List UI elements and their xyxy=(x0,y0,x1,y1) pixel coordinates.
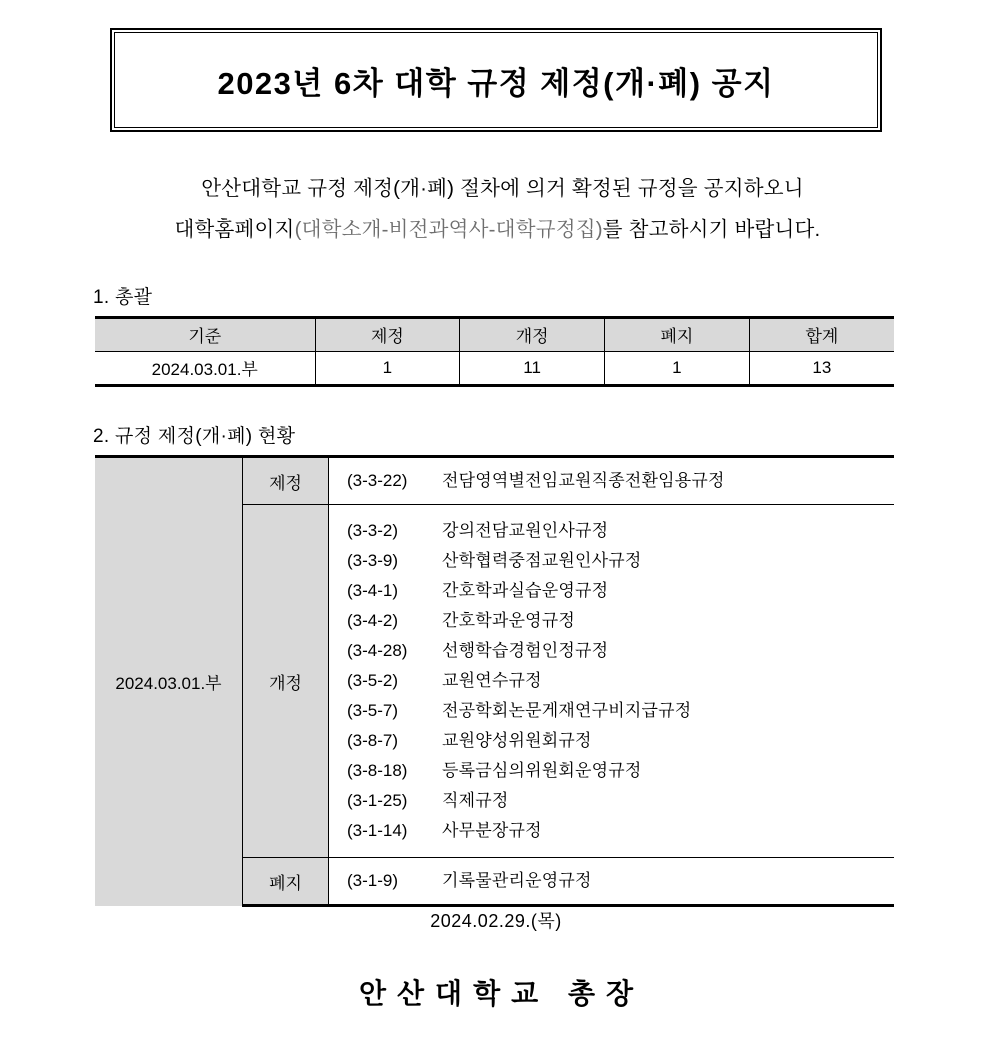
cell-list-enacted xyxy=(329,457,895,505)
regulation-name: 간호학과운영규정 xyxy=(442,611,575,630)
page-title: 2023년 6차 대학 규정 제정(개·폐) 공지 xyxy=(217,65,775,101)
column-header-total: 합계 xyxy=(749,318,894,352)
column-header-amended: 개정 xyxy=(460,318,605,352)
cell-basis: 2024.03.01.부 xyxy=(95,352,315,386)
regulation-code: (3-8-18) xyxy=(347,761,408,780)
intro-line-2-prefix: 대학홈페이지 xyxy=(174,218,295,241)
list-item xyxy=(347,666,894,696)
regulation-code: (3-5-2) xyxy=(347,671,399,690)
summary-table-body xyxy=(95,352,894,386)
list-item xyxy=(347,756,894,786)
regulation-code: (3-3-22) xyxy=(347,471,408,490)
regulation-code: (3-1-14) xyxy=(347,821,408,840)
list-item xyxy=(347,636,894,666)
regulation-name: 직제규정 xyxy=(442,791,509,810)
list-item xyxy=(347,816,894,846)
regulations-table xyxy=(95,455,894,907)
regulation-code: (3-5-7) xyxy=(347,701,399,720)
summary-table-head xyxy=(95,318,894,352)
table-row xyxy=(95,352,894,386)
regulation-name: 기록물관리운영규정 xyxy=(442,871,592,890)
regulation-name: 등록금심의위원회운영규정 xyxy=(442,761,642,780)
intro-paragraph xyxy=(110,168,885,250)
regulation-code: (3-4-2) xyxy=(347,611,399,630)
intro-line-2-suffix: 를 참고하시기 바랍니다. xyxy=(602,218,821,241)
title-box-inner xyxy=(114,32,878,128)
intro-line-2 xyxy=(110,209,885,250)
list-item xyxy=(347,696,894,726)
title-box xyxy=(110,28,882,132)
list-item xyxy=(347,576,894,606)
cell-list-amended xyxy=(329,505,895,858)
list-item xyxy=(347,516,894,546)
regulation-code: (3-4-1) xyxy=(347,581,399,600)
table-row xyxy=(95,457,894,505)
regulation-code: (3-8-7) xyxy=(347,731,399,750)
table-header-row xyxy=(95,318,894,352)
regulation-code: (3-4-28) xyxy=(347,641,408,660)
cell-enacted: 1 xyxy=(315,352,460,386)
regulation-name: 간호학과실습운영규정 xyxy=(442,581,609,600)
section-2-heading: 2. 규정 제정(개·폐) 현황 xyxy=(93,426,296,447)
column-header-enacted: 제정 xyxy=(315,318,460,352)
cell-effective-date: 2024.03.01.부 xyxy=(95,457,243,906)
list-item xyxy=(347,866,894,896)
regulation-name: 교원양성위원회규정 xyxy=(442,731,592,750)
intro-line-1: 안산대학교 규정 제정(개·폐) 절차에 의거 확정된 규정을 공지하오니 xyxy=(201,177,804,200)
regulation-name: 전공학회논문게재연구비지급규정 xyxy=(442,701,692,720)
summary-table xyxy=(95,316,894,387)
list-item xyxy=(347,606,894,636)
cell-kind-enacted: 제정 xyxy=(243,457,329,505)
regulations-table-body xyxy=(95,457,894,906)
cell-total: 13 xyxy=(749,352,894,386)
intro-line-2-path: (대학소개-비전과역사-대학규정집) xyxy=(294,218,603,241)
section-1-heading: 1. 총괄 xyxy=(93,287,153,308)
list-item xyxy=(347,726,894,756)
regulation-name: 교원연수규정 xyxy=(442,671,542,690)
regulation-name: 강의전담교원인사규정 xyxy=(442,521,609,540)
regulation-name: 산학협력중점교원인사규정 xyxy=(442,551,642,570)
document-date: 2024.02.29.(목) xyxy=(430,911,562,931)
regulation-code: (3-1-25) xyxy=(347,791,408,810)
regulation-code: (3-1-9) xyxy=(347,871,399,890)
column-header-abolished: 폐지 xyxy=(605,318,750,352)
regulation-name: 전담영역별전임교원직종전환임용규정 xyxy=(442,471,725,490)
regulation-code: (3-3-9) xyxy=(347,551,399,570)
column-header-basis: 기준 xyxy=(95,318,315,352)
cell-kind-abolished: 폐지 xyxy=(243,858,329,906)
cell-amended: 11 xyxy=(460,352,605,386)
list-item xyxy=(347,786,894,816)
list-item xyxy=(347,546,894,576)
regulation-code: (3-3-2) xyxy=(347,521,399,540)
document-signature: 안산대학교 총장 xyxy=(358,978,645,1009)
regulation-name: 사무분장규정 xyxy=(442,821,542,840)
cell-list-abolished xyxy=(329,858,895,906)
cell-kind-amended: 개정 xyxy=(243,505,329,858)
cell-abolished: 1 xyxy=(605,352,750,386)
list-item xyxy=(347,466,894,496)
regulation-name: 선행학습경험인정규정 xyxy=(442,641,609,660)
